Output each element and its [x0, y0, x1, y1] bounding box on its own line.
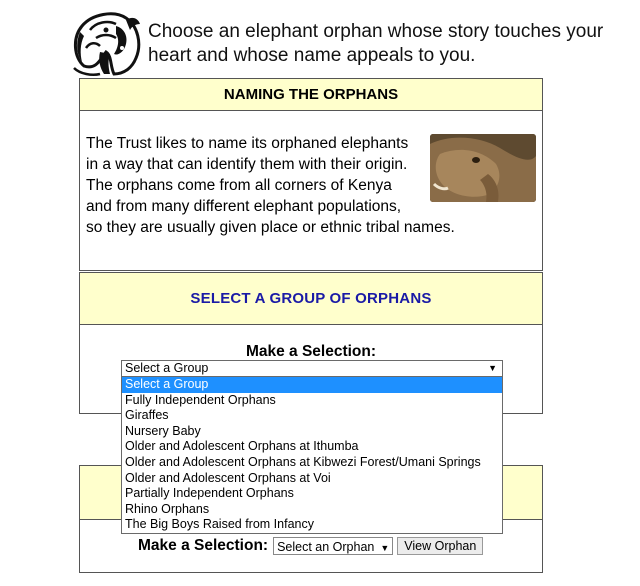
dropdown-option[interactable]: Older and Adolescent Orphans at Ithumba: [125, 439, 359, 454]
naming-title: NAMING THE ORPHANS: [80, 79, 542, 111]
orphan-selection-label: Make a Selection:: [138, 537, 269, 554]
dropdown-option[interactable]: Older and Adolescent Orphans at Voi: [125, 470, 331, 485]
dropdown-option[interactable]: Giraffes: [125, 408, 169, 423]
dropdown-option[interactable]: Rhino Orphans: [125, 501, 210, 516]
orphan-selection-row: [138, 537, 483, 555]
orphan-select-value: Select an Orphan: [277, 540, 375, 554]
elephant-herd-logo-icon: [70, 8, 144, 78]
chevron-down-icon: ▼: [380, 543, 390, 553]
group-title: SELECT A GROUP OF ORPHANS: [80, 273, 542, 325]
dropdown-option[interactable]: The Big Boys Raised from Infancy: [125, 517, 314, 532]
elephant-photo-image: [430, 134, 536, 202]
naming-description: The Trust likes to name its orphaned elephants in a way that can identify them with their origin. The orphans come from all corners of Kenya and from many different elephant populations, so they are usually given place or ethnic tribal names.: [86, 133, 538, 238]
chevron-down-icon: ▼: [488, 363, 497, 373]
page-header: [70, 8, 630, 78]
group-selection-label: Make a Selection:: [245, 343, 377, 360]
dropdown-option[interactable]: Select a Group: [122, 377, 502, 393]
dropdown-option[interactable]: Fully Independent Orphans: [125, 392, 276, 407]
dropdown-option[interactable]: Nursery Baby: [125, 423, 201, 438]
orphan-select[interactable]: [273, 537, 393, 555]
intro-text: Choose an elephant orphan whose story touches your heart and whose name appeals to you.: [148, 21, 604, 66]
group-select-value: Select a Group: [125, 361, 209, 375]
dropdown-option[interactable]: Partially Independent Orphans: [125, 486, 294, 501]
group-select[interactable]: [121, 360, 503, 377]
elephant-photo: [430, 134, 536, 202]
view-orphan-button[interactable]: View Orphan: [397, 537, 483, 555]
group-dropdown-list: [121, 377, 503, 534]
naming-panel: [79, 78, 543, 271]
dropdown-option[interactable]: Older and Adolescent Orphans at Kibwezi Forest/Umani Springs: [125, 454, 481, 469]
